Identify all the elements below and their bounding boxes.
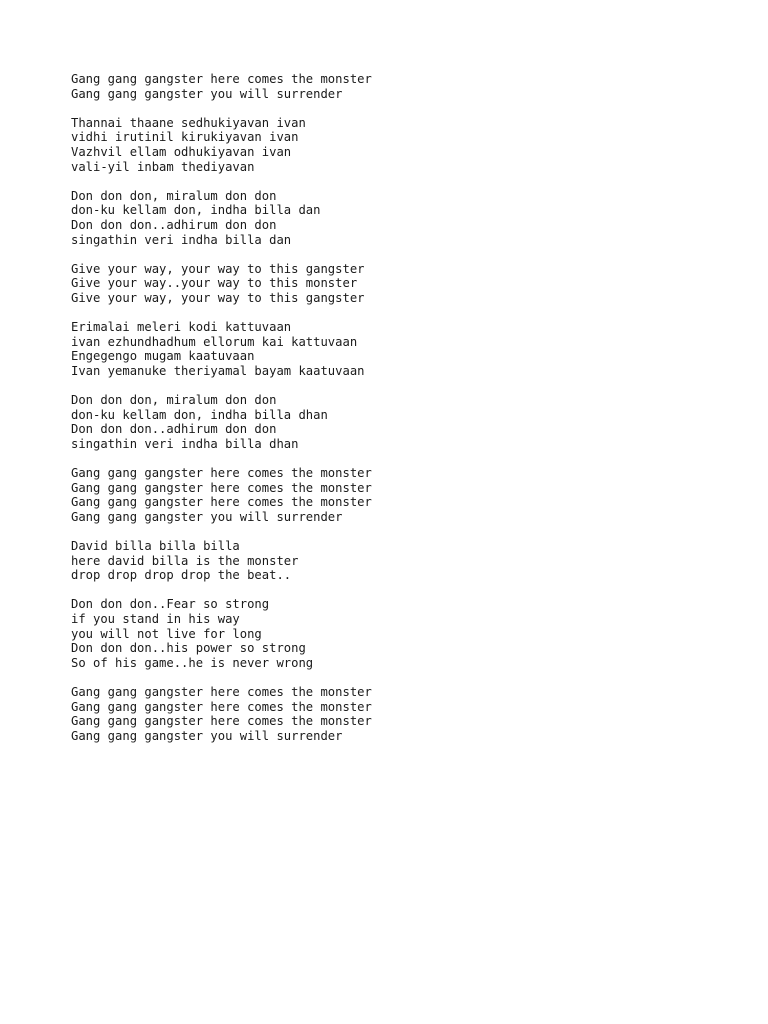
lyric-line: Gang gang gangster here comes the monster bbox=[71, 480, 372, 495]
lyric-line: Give your way..your way to this monster bbox=[71, 276, 358, 291]
lyric-line: Thannai thaane sedhukiyavan ivan bbox=[71, 115, 306, 130]
lyrics-stanza bbox=[71, 539, 731, 583]
lyric-line: vali-yil inbam thediyavan bbox=[71, 159, 255, 174]
lyric-line: don-ku kellam don, indha billa dhan bbox=[71, 407, 328, 422]
lyrics-stanza bbox=[71, 116, 731, 174]
lyric-line: singathin veri indha billa dan bbox=[71, 232, 292, 247]
lyric-line: Gang gang gangster here comes the monster bbox=[71, 72, 372, 86]
lyric-line: Gang gang gangster you will surrender bbox=[71, 86, 343, 101]
lyric-line: Don don don, miralum don don bbox=[71, 393, 277, 408]
lyrics-stanza bbox=[71, 320, 731, 378]
lyric-line: Erimalai meleri kodi kattuvaan bbox=[71, 320, 292, 335]
lyrics-stanza bbox=[71, 393, 731, 451]
lyric-line: Gang gang gangster here comes the monster bbox=[71, 699, 372, 714]
lyric-line: if you stand in his way bbox=[71, 611, 240, 626]
lyric-line: Vazhvil ellam odhukiyavan ivan bbox=[71, 144, 292, 159]
lyrics-stanza bbox=[71, 189, 731, 247]
lyrics-stanza bbox=[71, 72, 731, 101]
lyric-line: vidhi irutinil kirukiyavan ivan bbox=[71, 130, 299, 145]
lyric-line: Gang gang gangster here comes the monster bbox=[71, 714, 372, 729]
lyric-line: Gang gang gangster here comes the monster bbox=[71, 466, 372, 481]
lyric-line: Don don don..Fear so strong bbox=[71, 597, 270, 612]
lyric-line: Gang gang gangster you will surrender bbox=[71, 509, 343, 524]
lyric-line: Engegengo mugam kaatuvaan bbox=[71, 349, 255, 364]
lyric-line: David billa billa billa bbox=[71, 539, 240, 553]
lyric-line: Don don don..adhirum don don bbox=[71, 422, 277, 437]
lyric-line: here david billa is the monster bbox=[71, 553, 299, 568]
lyric-line: Ivan yemanuke theriyamal bayam kaatuvaan bbox=[71, 363, 365, 378]
lyric-line: don-ku kellam don, indha billa dan bbox=[71, 203, 321, 218]
lyric-line: you will not live for long bbox=[71, 626, 262, 641]
lyric-line: So of his game..he is never wrong bbox=[71, 655, 314, 670]
lyrics-stanza bbox=[71, 597, 731, 670]
lyrics-stanza bbox=[71, 262, 731, 306]
lyric-line: singathin veri indha billa dhan bbox=[71, 436, 299, 451]
lyric-line: Gang gang gangster you will surrender bbox=[71, 728, 343, 743]
lyric-line: Don don don, miralum don don bbox=[71, 188, 277, 203]
lyric-line: Don don don..adhirum don don bbox=[71, 217, 277, 232]
lyrics-page bbox=[71, 72, 731, 758]
lyrics-stanza bbox=[71, 466, 731, 524]
lyric-line: ivan ezhundhadhum ellorum kai kattuvaan bbox=[71, 334, 358, 349]
lyric-line: Gang gang gangster here comes the monster bbox=[71, 495, 372, 510]
lyric-line: drop drop drop drop the beat.. bbox=[71, 568, 292, 583]
lyric-line: Don don don..his power so strong bbox=[71, 641, 306, 656]
lyrics-stanza bbox=[71, 685, 731, 743]
lyric-line: Gang gang gangster here comes the monster bbox=[71, 684, 372, 699]
lyric-line: Give your way, your way to this gangster bbox=[71, 261, 365, 276]
lyric-line: Give your way, your way to this gangster bbox=[71, 290, 365, 305]
